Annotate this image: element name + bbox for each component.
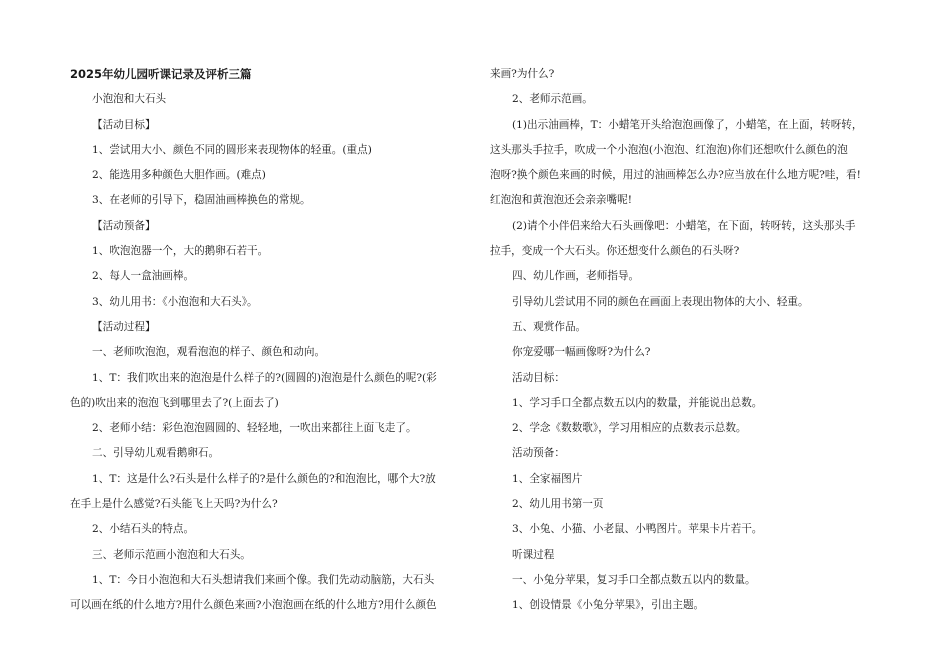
text-line: 1、创设情景《小兔分苹果》，引出主题。 — [512, 599, 705, 612]
left-column — [70, 62, 470, 619]
text-line: 五、观赏作品。 — [512, 320, 587, 333]
text-line: 可以画在纸的什么地方?用什么颜色来画?小泡泡画在纸的什么地方?用什么颜色 — [70, 599, 437, 612]
text-line: 1、学习手口全都点数五以内的数量，并能说出总数。 — [512, 396, 763, 409]
text-line: 【活动目标】 — [92, 118, 156, 131]
text-line: 3、幼儿用书：《小泡泡和大石头》。 — [92, 295, 258, 308]
text-line: 1、T：今日小泡泡和大石头想请我们来画个像。我们先动动脑筋，大石头 — [92, 573, 435, 586]
text-line: (1)出示油画棒，T：小蜡笔开头给泡泡画像了，小蜡笔，在上面，转呀转， — [512, 118, 863, 131]
text-line: 三、老师示范画小泡泡和大石头。 — [92, 548, 251, 561]
text-line: 一、老师吹泡泡，观看泡泡的样子、颜色和动向。 — [92, 346, 326, 359]
text-line: 【活动预备】 — [92, 219, 156, 232]
document-title: 2025年幼儿园听课记录及评析三篇 — [70, 67, 252, 81]
text-line: 3、在老师的引导下，稳固油画棒换色的常规。 — [92, 194, 311, 207]
text-line: 听课过程 — [512, 548, 555, 561]
text-line: 小泡泡和大石头 — [92, 93, 167, 106]
text-line: 在手上是什么感觉?石头能飞上天吗?为什么? — [70, 498, 278, 511]
text-line: 活动目标： — [512, 371, 565, 384]
text-line: 泡呀?换个颜色来画的时候，用过的油画棒怎么办?应当放在什么地方呢?哇，看! — [490, 169, 861, 182]
text-line: 二、引导幼儿观看鹅卵石。 — [92, 447, 220, 460]
text-line: 2、能选用多种颜色大胆作画。(难点) — [92, 169, 266, 182]
text-line: (2)请个小伴侣来给大石头画像吧：小蜡笔，在下面，转呀转，这头那头手 — [512, 219, 856, 232]
text-line: 来画?为什么? — [490, 68, 555, 80]
text-line: 1、尝试用大小、颜色不同的圆形来表现物体的轻重。(重点) — [92, 143, 372, 156]
text-line: 活动预备： — [512, 447, 565, 460]
text-line: 红泡泡和黄泡泡还会亲亲嘴呢! — [490, 194, 632, 207]
text-line: 1、吹泡泡器一个，大的鹅卵石若干。 — [92, 245, 269, 258]
text-line: 3、小兔、小猫、小老鼠、小鸭图片。苹果卡片若干。 — [512, 523, 763, 536]
text-line: 2、小结石头的特点。 — [92, 523, 195, 536]
text-line: 拉手，变成一个大石头。你还想变什么颜色的石头呀? — [490, 245, 740, 258]
text-line: 2、老师小结：彩色泡泡圆圆的、轻轻地，一吹出来都往上面飞走了。 — [92, 422, 417, 435]
text-line: 【活动过程】 — [92, 320, 156, 333]
text-line: 1、T：这是什么?石头是什么样子的?是什么颜色的?和泡泡比，哪个大?放 — [92, 472, 436, 485]
text-line: 2、老师示范画。 — [512, 93, 593, 106]
text-line: 你宠爱哪一幅画像呀?为什么? — [512, 346, 651, 359]
text-line: 引导幼儿尝试用不同的颜色在画面上表现出物体的大小、轻重。 — [512, 295, 809, 308]
text-line: 色的)吹出来的泡泡飞到哪里去了?(上面去了) — [70, 396, 279, 409]
text-line: 1、T：我们吹出来的泡泡是什么样子的?(圆圆的)泡泡是什么颜色的呢?(彩 — [92, 371, 437, 384]
text-line: 2、幼儿用书第一页 — [512, 498, 604, 511]
text-line: 2、学念《数数歌》，学习用相应的点数表示总数。 — [512, 422, 747, 435]
text-line: 一、小兔分苹果，复习手口全都点数五以内的数量。 — [512, 573, 756, 586]
text-line: 1、全家福图片 — [512, 472, 583, 485]
text-line: 2、每人一盒油画棒。 — [92, 270, 195, 283]
text-line: 这头那头手拉手，吹成一个小泡泡(小泡泡、红泡泡)你们还想吹什么颜色的泡 — [490, 143, 848, 156]
right-column — [490, 62, 890, 619]
text-line: 四、幼儿作画，老师指导。 — [512, 270, 640, 283]
